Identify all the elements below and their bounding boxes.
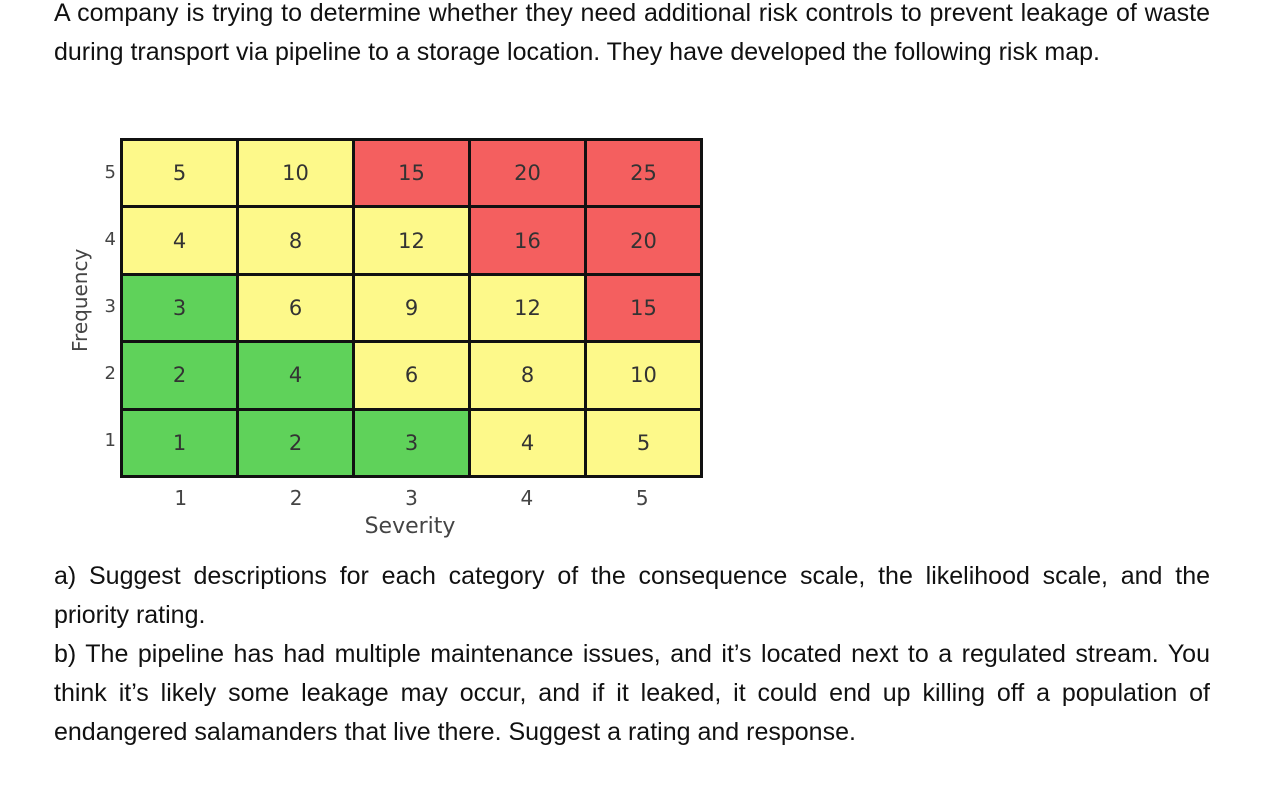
risk-cell: 4 <box>471 411 584 475</box>
risk-cell: 25 <box>587 141 700 205</box>
intro-paragraph: A company is trying to determine whether they need additional risk controls to prevent leakage of waste during transport via pipeline to a storage location. They have developed the following risk map. <box>54 0 1210 66</box>
risk-matrix-grid <box>120 138 703 478</box>
y-tick-label: 1 <box>104 429 116 451</box>
risk-cell: 12 <box>471 276 584 340</box>
risk-cell: 9 <box>355 276 468 340</box>
risk-cell: 20 <box>587 208 700 272</box>
risk-cell: 3 <box>355 411 468 475</box>
risk-cell: 8 <box>239 208 352 272</box>
y-tick-label: 5 <box>104 162 116 184</box>
risk-cell: 2 <box>239 411 352 475</box>
risk-cell: 8 <box>471 343 584 407</box>
x-tick-label: 1 <box>174 486 188 510</box>
x-tick-label: 2 <box>289 486 303 510</box>
y-axis-label: Frequency <box>68 248 92 352</box>
risk-cell: 4 <box>123 208 236 272</box>
risk-cell: 5 <box>123 141 236 205</box>
risk-cell: 1 <box>123 411 236 475</box>
question-b: b) The pipeline has had multiple maintenance issues, and it’s located next to a regulated stream. You think it’s likely some leakage may occur, and if it leaked, it could end up killing off a population of endangered salamanders that live there. Suggest a rating and response. <box>54 640 1210 746</box>
risk-cell: 10 <box>239 141 352 205</box>
x-tick-label: 4 <box>520 486 534 510</box>
x-tick-label: 3 <box>405 486 418 510</box>
risk-cell: 4 <box>239 343 352 407</box>
risk-cell: 2 <box>123 343 236 407</box>
risk-cell: 6 <box>355 343 468 407</box>
x-axis-label: Severity <box>364 514 456 539</box>
y-tick-label: 3 <box>104 296 116 317</box>
y-tick-label: 2 <box>104 362 116 384</box>
risk-cell: 12 <box>355 208 468 272</box>
y-tick-label: 4 <box>104 229 116 251</box>
risk-cell: 5 <box>587 411 700 475</box>
risk-cell: 10 <box>587 343 700 407</box>
risk-cell: 16 <box>471 208 584 272</box>
question-a: a) Suggest descriptions for each category of the consequence scale, the likelihood scale, and the priority rating. <box>54 562 1210 629</box>
x-tick-label: 5 <box>635 486 649 510</box>
risk-cell: 15 <box>587 276 700 340</box>
risk-cell: 6 <box>239 276 352 340</box>
risk-cell: 20 <box>471 141 584 205</box>
risk-cell: 15 <box>355 141 468 205</box>
risk-cell: 3 <box>123 276 236 340</box>
